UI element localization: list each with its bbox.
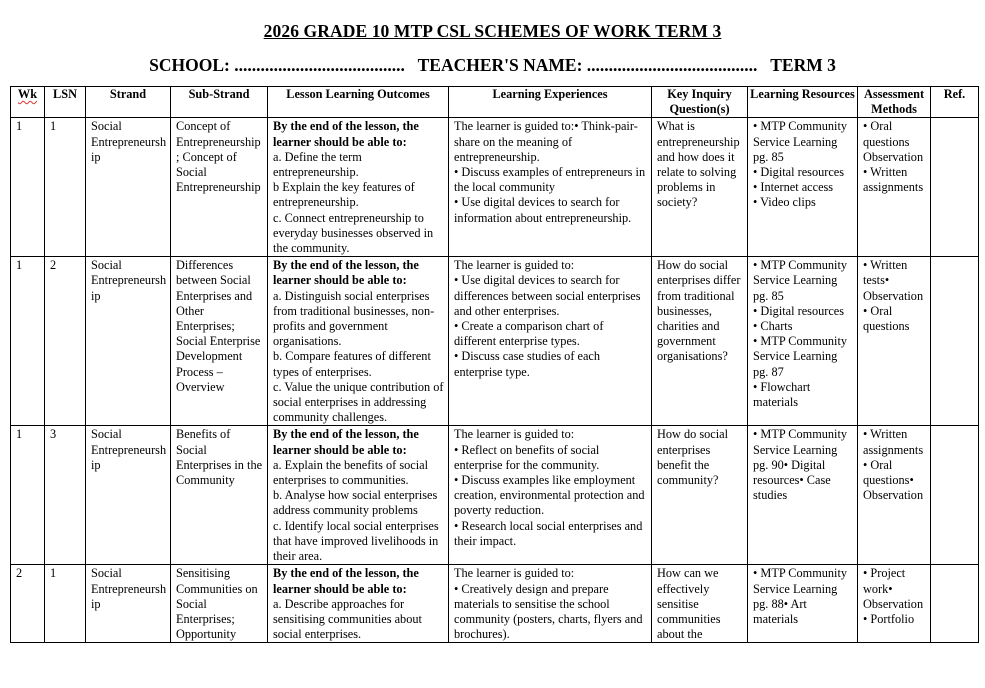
cell-assessment-methods <box>858 565 931 643</box>
cell-learning-outcomes-line: c. Identify local social enterprises that have improved livelihoods in their area. <box>273 518 439 564</box>
cell-key-inquiry: How do social enterprises differ from traditional businesses, charities and government organisations? <box>652 257 748 426</box>
cell-learning-experiences <box>449 565 652 643</box>
cell-learning-resources <box>748 118 858 257</box>
cell-learning-outcomes-line: b. Compare features of different types of enterprises. <box>273 349 431 379</box>
cell-learning-outcomes <box>268 565 449 643</box>
cell-key-inquiry: How can we effectively sensitise communities about the <box>652 565 748 643</box>
cell-assessment-methods <box>858 426 931 565</box>
cell-learning-experiences-line: • Discuss case studies of each enterprise type. <box>454 349 601 379</box>
cell-learning-outcomes-line: a. Explain the benefits of social enterprises to communities. <box>273 457 429 488</box>
cell-learning-experiences-line: • Use digital devices to search for differences between social enterprises and other enterprises. <box>454 273 641 318</box>
cell-ref <box>931 257 979 426</box>
cell-lesson: 3 <box>45 426 86 565</box>
header-key-inquiry: Key Inquiry Question(s) <box>652 87 748 118</box>
cell-learning-outcomes-line: a. Describe approaches for sensitising communities about social enterprises. <box>273 596 422 642</box>
cell-week: 1 <box>11 426 45 565</box>
cell-learning-resources-line: • Charts <box>753 319 793 334</box>
cell-learning-resources-line: • Video clips <box>753 195 816 210</box>
header-assessment-methods: Assessment Methods <box>858 87 931 118</box>
cell-learning-outcomes <box>268 257 449 426</box>
cell-assessment-methods <box>858 118 931 257</box>
cell-assessment-methods-line: • Written tests• Observation• Oral questions <box>863 258 924 334</box>
cell-learning-resources <box>748 565 858 643</box>
cell-key-inquiry: What is entrepreneurship and how does it relate to solving problems in society? <box>652 118 748 257</box>
header-lesson: LSN <box>45 87 86 118</box>
cell-learning-experiences <box>449 257 652 426</box>
document-subtitle: SCHOOL: ....................................... TEACHER'S NAME: ....................................... TERM 3 <box>149 55 836 75</box>
cell-learning-resources-line: • Internet access <box>753 180 834 195</box>
cell-strand: Social Entrepreneurship <box>86 257 171 426</box>
table-body <box>11 118 979 643</box>
cell-learning-resources <box>748 257 858 426</box>
cell-assessment-methods-line: • Written assignments• Oral questions• Observation <box>863 427 924 503</box>
cell-learning-experiences <box>449 118 652 257</box>
cell-learning-resources-line: • Digital resources <box>753 303 845 318</box>
cell-learning-experiences-line: • Discuss examples like employment creation, environmental protection and poverty reduction. <box>454 473 645 518</box>
cell-learning-outcomes-line: By the end of the lesson, the learner should be able to: <box>273 427 419 457</box>
cell-learning-resources-line: • MTP Community Service Learning pg. 88• Art materials <box>753 566 848 626</box>
cell-lesson: 1 <box>45 565 86 643</box>
cell-learning-outcomes <box>268 426 449 565</box>
cell-learning-resources-line: • Digital resources <box>753 165 845 180</box>
cell-learning-outcomes-line: By the end of the lesson, the learner should be able to: <box>273 119 419 149</box>
cell-learning-outcomes-line: By the end of the lesson, the learner should be able to: <box>273 258 419 288</box>
cell-learning-experiences-line: • Create a comparison chart of different enterprise types. <box>454 319 604 349</box>
cell-learning-outcomes-line: b Explain the key features of entrepreneurship. <box>273 180 415 210</box>
cell-learning-experiences-line: The learner is guided to:• Think-pair-share on the meaning of entrepreneurship. <box>454 119 638 164</box>
cell-assessment-methods-line: • Written assignments <box>863 165 924 195</box>
cell-week: 2 <box>11 565 45 643</box>
cell-week: 1 <box>11 118 45 257</box>
cell-learning-experiences-line: • Reflect on benefits of social enterprise for the community. <box>454 442 600 472</box>
header-ref: Ref. <box>931 87 979 118</box>
table-row <box>11 426 979 565</box>
cell-sub-strand: Differences between Social Enterprises and Other Enterprises; Social Enterprise Development Process – Overview <box>171 257 268 426</box>
cell-week: 1 <box>11 257 45 426</box>
cell-learning-resources <box>748 426 858 565</box>
cell-strand: Social Entrepreneurship <box>86 426 171 565</box>
cell-learning-experiences-line: • Research local social enterprises and their impact. <box>454 518 643 548</box>
cell-strand: Social Entrepreneurship <box>86 118 171 257</box>
cell-learning-resources-line: • MTP Community Service Learning pg. 85 <box>753 258 848 303</box>
cell-learning-experiences-line: • Use digital devices to search for information about entrepreneurship. <box>454 195 632 225</box>
cell-sub-strand: Benefits of Social Enterprises in the Community <box>171 426 268 565</box>
cell-learning-outcomes-line: a. Distinguish social enterprises from traditional businesses, non-profits and government organisations. <box>273 288 435 349</box>
cell-assessment-methods <box>858 257 931 426</box>
cell-learning-outcomes-line: c. Connect entrepreneurship to everyday businesses observed in the community. <box>273 210 434 256</box>
header-week: Wk <box>11 87 45 118</box>
cell-learning-experiences-line: The learner is guided to: <box>454 427 575 442</box>
cell-strand: Social Entrepreneurship <box>86 565 171 643</box>
cell-learning-outcomes-line: c. Value the unique contribution of social enterprises in addressing community challenges. <box>273 379 444 425</box>
cell-learning-experiences <box>449 426 652 565</box>
cell-learning-resources-line: • MTP Community Service Learning pg. 85 <box>753 119 848 164</box>
header-learning-experiences: Learning Experiences <box>449 87 652 118</box>
cell-learning-experiences-line: • Discuss examples of entrepreneurs in the local community <box>454 165 646 195</box>
cell-ref <box>931 426 979 565</box>
header-learning-resources: Learning Resources <box>748 87 858 118</box>
document-title: 2026 GRADE 10 MTP CSL SCHEMES OF WORK TERM 3 <box>263 21 722 41</box>
table-header-row <box>11 87 979 118</box>
schemes-of-work-table <box>10 86 979 643</box>
cell-key-inquiry: How do social enterprises benefit the community? <box>652 426 748 565</box>
cell-learning-resources-line: • Flowchart materials <box>753 379 811 410</box>
cell-learning-outcomes <box>268 118 449 257</box>
cell-lesson: 1 <box>45 118 86 257</box>
header-sub-strand: Sub-Strand <box>171 87 268 118</box>
cell-sub-strand: Sensitising Communities on Social Enterprises; Opportunity <box>171 565 268 643</box>
cell-learning-experiences-line: The learner is guided to: <box>454 258 575 273</box>
cell-learning-outcomes-line: b. Analyse how social enterprises address community problems <box>273 488 438 518</box>
table-row <box>11 118 979 257</box>
header-strand: Strand <box>86 87 171 118</box>
cell-ref <box>931 118 979 257</box>
table-row <box>11 257 979 426</box>
cell-sub-strand: Concept of Entrepreneurship; Concept of Social Entrepreneurship <box>171 118 268 257</box>
cell-learning-experiences-line: • Creatively design and prepare materials to sensitise the school community (posters, charts, flyers and brochures). <box>454 581 643 642</box>
cell-learning-experiences-line: The learner is guided to: <box>454 566 575 581</box>
table-row <box>11 565 979 643</box>
header-learning-outcomes: Lesson Learning Outcomes <box>268 87 449 118</box>
cell-learning-resources-line: • MTP Community Service Learning pg. 90• Digital resources• Case studies <box>753 427 848 503</box>
cell-ref <box>931 565 979 643</box>
cell-assessment-methods-line: • Project work• Observation• Portfolio <box>863 566 924 626</box>
cell-learning-outcomes-line: By the end of the lesson, the learner should be able to: <box>273 566 419 596</box>
cell-lesson: 2 <box>45 257 86 426</box>
cell-learning-resources-line: • MTP Community Service Learning pg. 87 <box>753 334 848 379</box>
cell-assessment-methods-line: • Oral questions Observation <box>863 119 924 164</box>
cell-learning-outcomes-line: a. Define the term entrepreneurship. <box>273 149 362 180</box>
